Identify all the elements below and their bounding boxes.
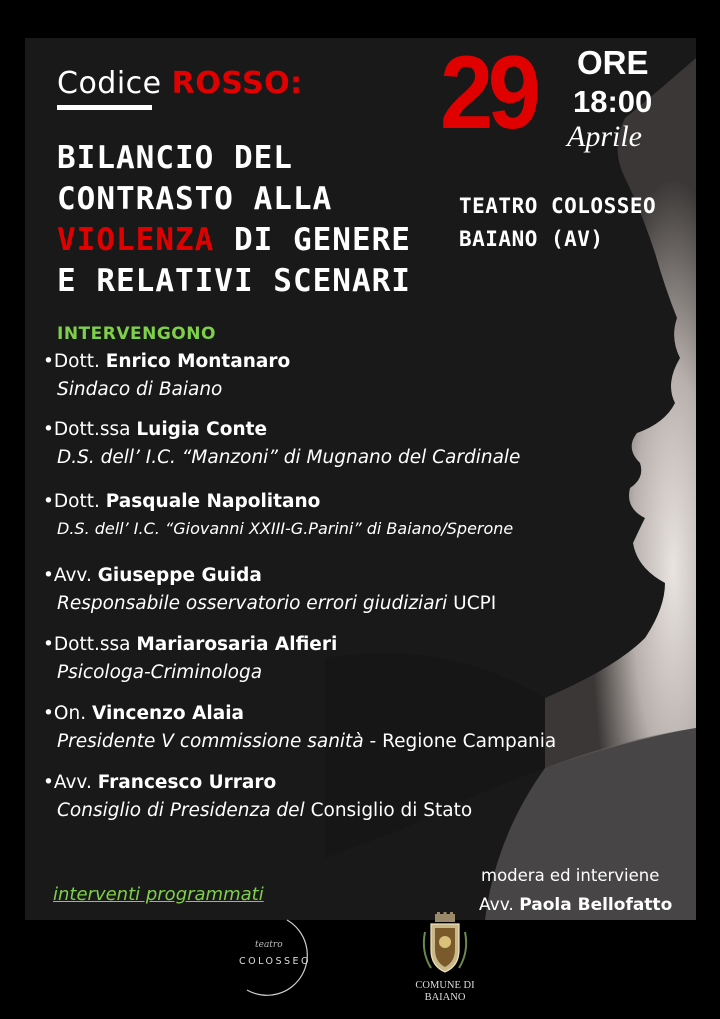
headline-line-4: E RELATIVI SCENARI [57,263,411,299]
headline-line-2: CONTRASTO ALLA [57,181,333,217]
event-month: Aprile [567,120,642,153]
title-highlight: ROSSO: [171,66,303,101]
speaker-title: •On. [43,703,92,724]
moderator-title: Avv. [479,895,520,915]
event-time: 18:00 [573,84,653,119]
comune-caption-line-2: BAIANO [424,992,466,1003]
moderator-label: modera ed interviene [481,866,660,885]
comune-caption-line-1: COMUNE DI [415,980,475,991]
time-label: ORE [577,44,649,81]
speaker-item [43,491,513,538]
headline-red-word: VIOLENZA [57,222,215,258]
speaker-item [43,703,556,752]
coat-of-arms-icon [405,912,485,980]
venue [459,190,656,256]
headline [57,138,411,302]
scheduled-talks-note: interventi programmati [53,884,264,905]
moderator [479,895,672,915]
title-underline [57,105,152,110]
speaker-role: Psicologa-Criminologa [57,662,263,683]
speaker-role: Presidente V commissione sanità [57,731,364,752]
speaker-role-suffix: - Regione Campania [363,731,557,752]
comune-di-baiano-logo [405,912,485,1012]
event-poster [25,38,696,920]
teatro-colosseo-logo [225,918,325,1000]
speaker-role-suffix: UCPI [453,593,497,614]
speaker-name: Pasquale Napolitano [105,491,321,512]
headline-line-3-rest: DI GENERE [214,222,411,258]
speakers-heading: INTERVENGONO [57,324,216,344]
speaker-item [43,419,520,468]
speaker-item [43,634,337,683]
headline-line-1: BILANCIO DEL [57,140,293,176]
colosseo-logo-word: COLOSSEO [238,956,312,967]
speaker-title: •Avv. [43,565,98,586]
speaker-role: Consiglio di Presidenza del [57,800,311,821]
speaker-name: Luigia Conte [136,419,268,440]
speaker-item [43,351,290,400]
speaker-role: Sindaco di Baiano [57,379,223,400]
event-title [57,66,303,101]
event-day: 29 [440,38,536,151]
speaker-title: •Dott.ssa [43,634,137,655]
speaker-title: •Avv. [43,772,98,793]
headline-line-3 [57,220,411,261]
speaker-name: Mariarosaria Alfieri [136,634,338,655]
speaker-role: Responsabile osservatorio errori giudiziari [57,593,454,614]
comune-caption [405,980,485,1004]
speaker-item [43,772,472,821]
venue-name: TEATRO COLOSSEO [459,194,657,218]
speaker-name: Francesco Urraro [97,772,277,793]
venue-city: BAIANO (AV) [459,227,604,251]
moderator-name: Paola Bellofatto [519,895,673,915]
speaker-name: Vincenzo Alaia [91,703,245,724]
speaker-name: Enrico Montanaro [105,351,291,372]
speaker-role: D.S. dell’ I.C. “Manzoni” di Mugnano del Cardinale [57,447,521,468]
speaker-role-suffix: Consiglio di Stato [310,800,473,821]
colosseo-logo-script: teatro [255,940,283,950]
speaker-item [43,565,496,614]
speaker-title: •Dott. [43,351,106,372]
title-prefix: Codice [57,66,172,101]
speaker-role: D.S. dell’ I.C. “Giovanni XXIII-G.Parini” di Baiano/Sperone [57,519,514,538]
speaker-name: Giuseppe Guida [97,565,262,586]
speaker-title: •Dott. [43,491,106,512]
speaker-title: •Dott.ssa [43,419,137,440]
